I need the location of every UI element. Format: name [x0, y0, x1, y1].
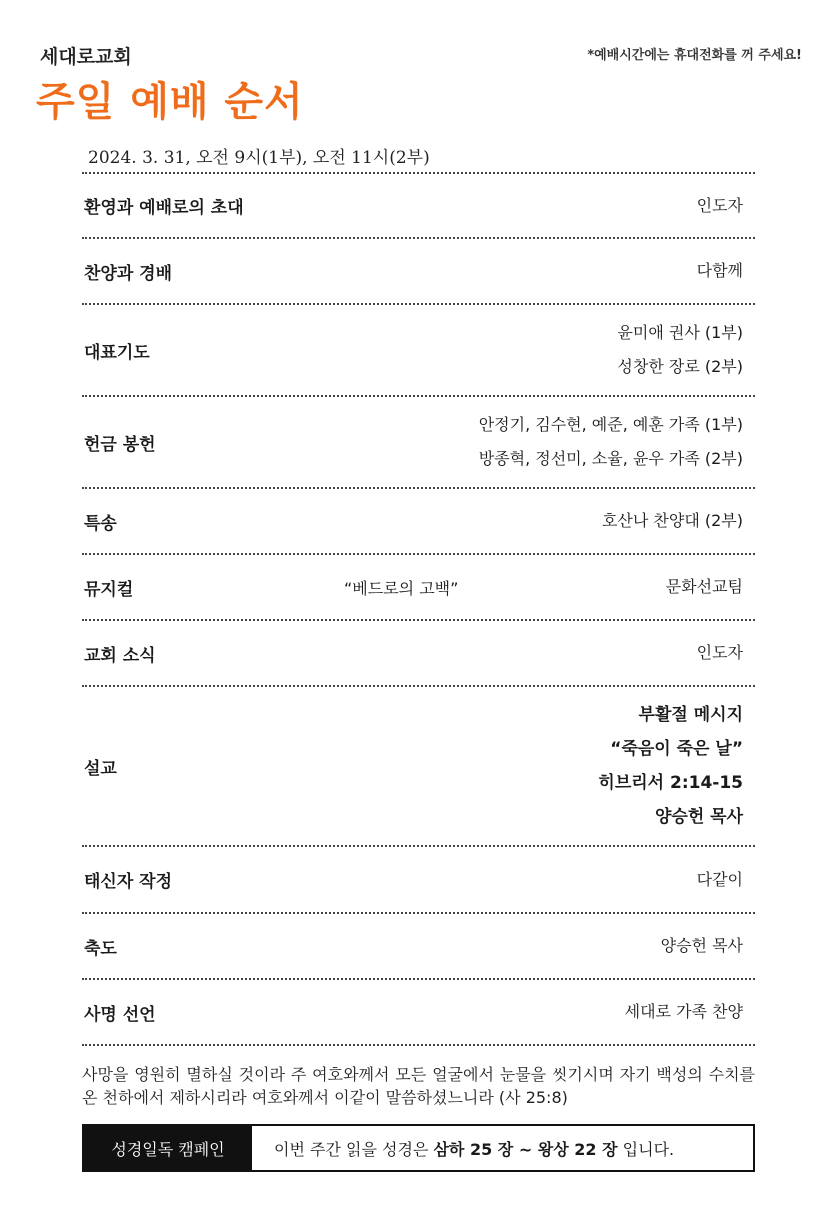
order-item-leader: 안정기, 김수현, 예준, 예훈 가족 (1부) — [478, 415, 743, 434]
order-item-leader: 양승헌 목사 — [660, 936, 743, 955]
campaign-suffix: 입니다. — [622, 1139, 675, 1159]
order-item-label: 찬양과 경배 — [84, 263, 173, 284]
order-item-leader: 다함께 — [696, 261, 743, 280]
order-item-leader: 세대로 가족 찬양 — [624, 1002, 743, 1021]
page-title: 주일 예배 순서 — [36, 79, 304, 125]
order-row — [82, 237, 755, 303]
order-item-leader: 인도자 — [696, 195, 743, 215]
order-row — [82, 619, 755, 685]
order-row — [82, 303, 755, 395]
campaign-tag: 성경일독 캠페인 — [84, 1126, 252, 1170]
order-item-leader: 성창한 장로 (2부) — [617, 357, 743, 376]
order-row — [82, 553, 755, 619]
order-item-leader: 호산나 찬양대 (2부) — [601, 511, 743, 530]
bible-reading-campaign — [82, 1124, 755, 1172]
service-date: 2024. 3. 31, 오전 9시(1부), 오전 11시(2부) — [88, 148, 430, 168]
phone-notice: *예배시간에는 휴대전화를 꺼 주세요! — [587, 48, 802, 63]
order-row — [82, 845, 755, 912]
order-item-label: 사명 선언 — [84, 1004, 156, 1025]
order-item-label: 뮤지컬 — [84, 579, 134, 600]
campaign-range: 삼하 25 장 ~ 왕상 22 장 — [433, 1139, 618, 1159]
order-item-label: 축도 — [84, 938, 117, 959]
order-row — [82, 487, 755, 553]
order-item-leader: 윤미애 권사 (1부) — [617, 323, 743, 342]
sermon-theme: 부활절 메시지 — [638, 705, 743, 725]
church-name: 세대로교회 — [40, 46, 132, 68]
order-item-label: 특송 — [84, 513, 117, 534]
order-item-leader: 인도자 — [696, 643, 743, 662]
sermon-title: “죽음이 죽은 날” — [610, 739, 743, 759]
order-row — [82, 395, 755, 487]
order-item-label: 대표기도 — [84, 342, 150, 363]
sermon-preacher: 양승헌 목사 — [654, 807, 743, 827]
order-row — [82, 912, 755, 978]
order-item-leader: 다같이 — [696, 869, 743, 889]
order-row — [82, 172, 755, 237]
campaign-message — [252, 1137, 674, 1160]
order-item-label: 환영과 예배로의 초대 — [84, 198, 244, 218]
order-item-leader: 문화선교팀 — [665, 577, 743, 596]
musical-title: “베드로의 고백” — [344, 578, 459, 598]
order-row-sermon — [82, 685, 755, 845]
order-item-label: 헌금 봉헌 — [84, 434, 156, 455]
order-item-label: 태신자 작정 — [84, 872, 173, 892]
order-item-leader: 방종혁, 정선미, 소율, 윤우 가족 (2부) — [478, 449, 743, 468]
scripture-verse: 사망을 영원히 멸하실 것이라 주 여호와께서 모든 얼굴에서 눈물을 씻기시며 자기 백성의 수치를 온 천하에서 제하시리라 여호와께서 이같이 말씀하셨느니라 (사 25:8) — [82, 1065, 755, 1107]
sermon-scripture: 히브리서 2:14-15 — [598, 773, 743, 793]
order-item-label: 설교 — [84, 758, 117, 779]
worship-order-list — [82, 172, 755, 1046]
campaign-prefix: 이번 주간 읽을 성경은 — [274, 1139, 429, 1159]
order-item-label: 교회 소식 — [84, 645, 156, 666]
order-row — [82, 978, 755, 1046]
